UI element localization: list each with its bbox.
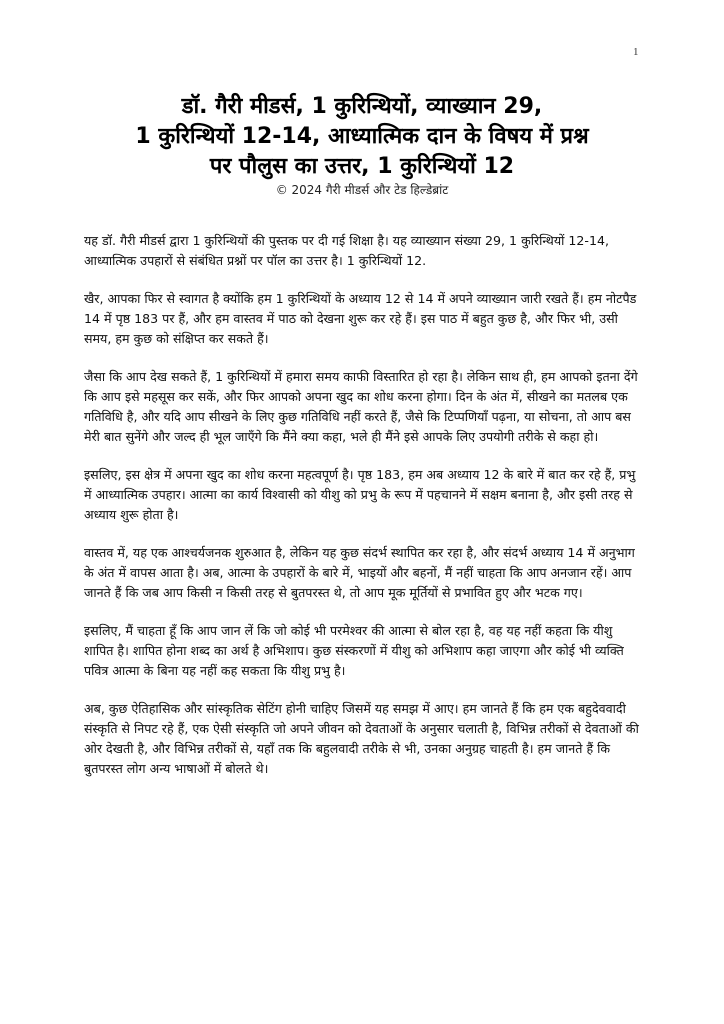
document-body xyxy=(84,231,640,797)
paragraph-welcome: खैर, आपका फिर से स्वागत है क्योंकि हम 1 कुरिन्थियों के अध्याय 12 से 14 में अपने व्याख्यान जारी रखते हैं। हम नोटपैड 14 में पृष्ठ 183 पर हैं, और हम वास्तव में पाठ को देखना शुरू कर रहे हैं। इस पाठ में बहुत कुछ है, और फिर भी, उसी समय, हम कुछ को संक्षिप्त कर सकते हैं। xyxy=(84,291,637,346)
paragraph-research: जैसा कि आप देख सकते हैं, 1 कुरिन्थियों में हमारा समय काफी विस्तारित हो रहा है। लेकिन साथ ही, हम आपको इतना देंगे कि आप इसे महसूस कर सकें, और फिर आपको अपना खुद का शोध करना होगा। दिन के अंत में, सीखने का मतलब एक गतिविधि है, और यदि आप सीखने के लिए कुछ गतिविधि नहीं करते हैं, जैसे कि टिप्पणियाँ पढ़ना, या सोचना, तो आप बस मेरी बात सुनेंगे और जल्द ही भूल जाएँगे कि मैंने क्या कहा, भले ही मैंने इसे आपके लिए उपयोगी तरीके से कहा हो। xyxy=(84,369,638,444)
page-number: 1 xyxy=(633,46,639,58)
paragraph-chapter-12: इसलिए, इस क्षेत्र में अपना खुद का शोध करना महत्वपूर्ण है। पृष्ठ 183, हम अब अध्याय 12 के बारे में बात कर रहे हैं, प्रभु में आध्यात्मिक उपहार। आत्मा का कार्य विश्वासी को यीशु को प्रभु के रूप में पहचानने में सक्षम बनाना है, और इसी तरह से अध्याय शुरू होता है। xyxy=(84,467,636,522)
document-title-line-2: 1 कुरिन्थियों 12-14, आध्यात्मिक दान के विषय में प्रश्न xyxy=(135,124,589,149)
document-title-line-3: पर पौलुस का उत्तर, 1 कुरिन्थियों 12 xyxy=(209,154,515,179)
paragraph-historical-setting: अब, कुछ ऐतिहासिक और सांस्कृतिक सेटिंग होनी चाहिए जिसमें यह समझ में आए। हम जानते हैं कि हम एक बहुदेववादी संस्कृति से निपट रहे हैं, एक ऐसी संस्कृति जो अपने जीवन को देवताओं के अनुसार चलाती है, विभिन्न तरीकों से देवताओं की ओर देखती है, और विभिन्न तरीकों से, यहाँ तक कि बहुलवादी तरीके से भी, उनका अनुग्रह चाहती है। हम जानते हैं कि बुतपरस्त लोग अन्य भाषाओं में बोलते थे। xyxy=(84,701,639,776)
paragraph-context: वास्तव में, यह एक आश्चर्यजनक शुरुआत है, लेकिन यह कुछ संदर्भ स्थापित कर रहा है, और संदर्भ अध्याय 14 में अनुभाग के अंत में वापस आता है। अब, आत्मा के उपहारों के बारे में, भाइयों और बहनों, मैं नहीं चाहता कि आप अनजान रहें। आप जानते हैं कि जब आप किसी न किसी तरह से बुतपरस्त थे, तो आप मूक मूर्तियों से प्रभावित हुए और भटक गए। xyxy=(84,545,635,600)
paragraph-curse: इसलिए, मैं चाहता हूँ कि आप जान लें कि जो कोई भी परमेश्वर की आत्मा से बोल रहा है, वह यह नहीं कहता कि यीशु शापित है। शापित होना शब्द का अर्थ है अभिशाप। कुछ संस्करणों में यीशु को अभिशाप कहा जाएगा और कोई भी व्यक्ति पवित्र आत्मा के बिना यह नहीं कह सकता कि यीशु प्रभु है। xyxy=(84,623,624,678)
document-title-line-1: डॉ. गैरी मीडर्स, 1 कुरिन्थियों, व्याख्यान 29, xyxy=(181,94,543,119)
document-header xyxy=(40,92,684,198)
paragraph-intro: यह डॉ. गैरी मीडर्स द्वारा 1 कुरिन्थियों की पुस्तक पर दी गई शिक्षा है। यह व्याख्यान संख्या 29, 1 कुरिन्थियों 12-14, आध्यात्मिक उपहारों से संबंधित प्रश्नों पर पॉल का उत्तर है। 1 कुरिन्थियों 12. xyxy=(84,233,609,268)
copyright-line: © 2024 गैरी मीडर्स और टेड हिल्डेब्रांट xyxy=(275,183,449,197)
